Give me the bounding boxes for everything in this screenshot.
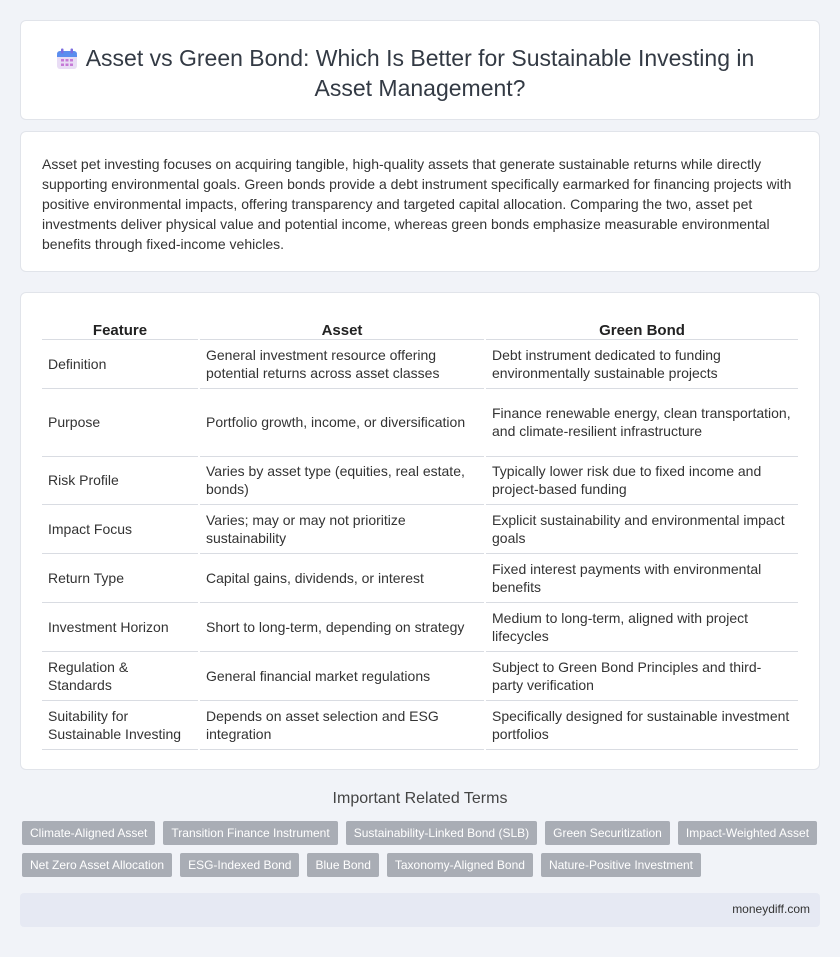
intro-card [20, 131, 820, 272]
intro-paragraph: Asset pet investing focuses on acquiring tangible, high-quality assets that generate sustainable returns while directly supporting environmental goals. Green bonds provide a debt instrument specifically earmarked for financing projects with positive environmental impacts, offering transparency and targeted capital allocation. Comparing the two, asset pet investments deliver physical value and potential income, whereas green bonds emphasize measurable environmental benefits through fixed-income vehicles. [42, 156, 792, 252]
table-cell: Impact Focus [42, 504, 199, 553]
table-row [42, 504, 798, 553]
related-term-tag[interactable]: Sustainability-Linked Bond (SLB) [346, 821, 537, 845]
related-term-tag[interactable]: Green Securitization [545, 821, 670, 845]
table-cell: Regulation & Standards [42, 651, 199, 700]
footer [20, 893, 820, 927]
table-cell: Risk Profile [42, 456, 199, 504]
table-row [42, 602, 798, 651]
page-title: Asset vs Green Bond: Which Is Better for Sustainable Investing in Asset Management? [85, 45, 755, 101]
table-cell: General financial market regulations [199, 651, 485, 700]
table-cell: Fixed interest payments with environmental benefits [485, 553, 798, 602]
related-term-tag[interactable]: Climate-Aligned Asset [22, 821, 155, 845]
table-row [42, 651, 798, 700]
table-cell: Finance renewable energy, clean transportation, and climate-resilient infrastructure [485, 388, 798, 456]
table-row [42, 388, 798, 456]
table-row [42, 456, 798, 504]
table-cell: Return Type [42, 553, 199, 602]
related-term-tag[interactable]: Transition Finance Instrument [163, 821, 337, 845]
related-terms-heading: Important Related Terms [332, 790, 508, 807]
table-cell: Subject to Green Bond Principles and third-party verification [485, 651, 798, 700]
related-term-tag[interactable]: Taxonomy-Aligned Bond [387, 853, 533, 877]
related-term-tag[interactable]: ESG-Indexed Bond [180, 853, 299, 877]
table-cell: Suitability for Sustainable Investing [42, 700, 199, 749]
table-cell: Portfolio growth, income, or diversification [199, 388, 485, 456]
header-asset: Asset [199, 317, 485, 339]
related-terms-list [22, 821, 822, 885]
table-cell: Depends on asset selection and ESG integration [199, 700, 485, 749]
table-header-row [42, 317, 798, 339]
related-term-tag[interactable]: Net Zero Asset Allocation [22, 853, 172, 877]
related-term-tag[interactable]: Impact-Weighted Asset [678, 821, 817, 845]
table-cell: Varies by asset type (equities, real estate, bonds) [199, 456, 485, 504]
related-term-tag[interactable]: Blue Bond [307, 853, 378, 877]
footer-site-link[interactable]: moneydiff.com [732, 902, 810, 916]
table-cell: Medium to long-term, aligned with project lifecycles [485, 602, 798, 651]
table-cell: Short to long-term, depending on strategy [199, 602, 485, 651]
table-cell: Capital gains, dividends, or interest [199, 553, 485, 602]
table-row [42, 553, 798, 602]
related-term-tag[interactable]: Nature-Positive Investment [541, 853, 701, 877]
comparison-card [20, 292, 820, 770]
table-cell: Specifically designed for sustainable investment portfolios [485, 700, 798, 749]
table-row [42, 339, 798, 388]
table-cell: Purpose [42, 388, 199, 456]
table-cell: Investment Horizon [42, 602, 199, 651]
table-cell: Debt instrument dedicated to funding environmentally sustainable projects [485, 339, 798, 388]
comparison-table [42, 317, 798, 750]
table-cell: Definition [42, 339, 199, 388]
table-cell: General investment resource offering potential returns across asset classes [199, 339, 485, 388]
table-cell: Explicit sustainability and environmental impact goals [485, 504, 798, 553]
table-cell: Varies; may or may not prioritize sustainability [199, 504, 485, 553]
header-green-bond: Green Bond [485, 317, 798, 339]
table-row [42, 700, 798, 749]
title-card [20, 20, 820, 120]
header-feature: Feature [42, 317, 199, 339]
table-cell: Typically lower risk due to fixed income and project-based funding [485, 456, 798, 504]
